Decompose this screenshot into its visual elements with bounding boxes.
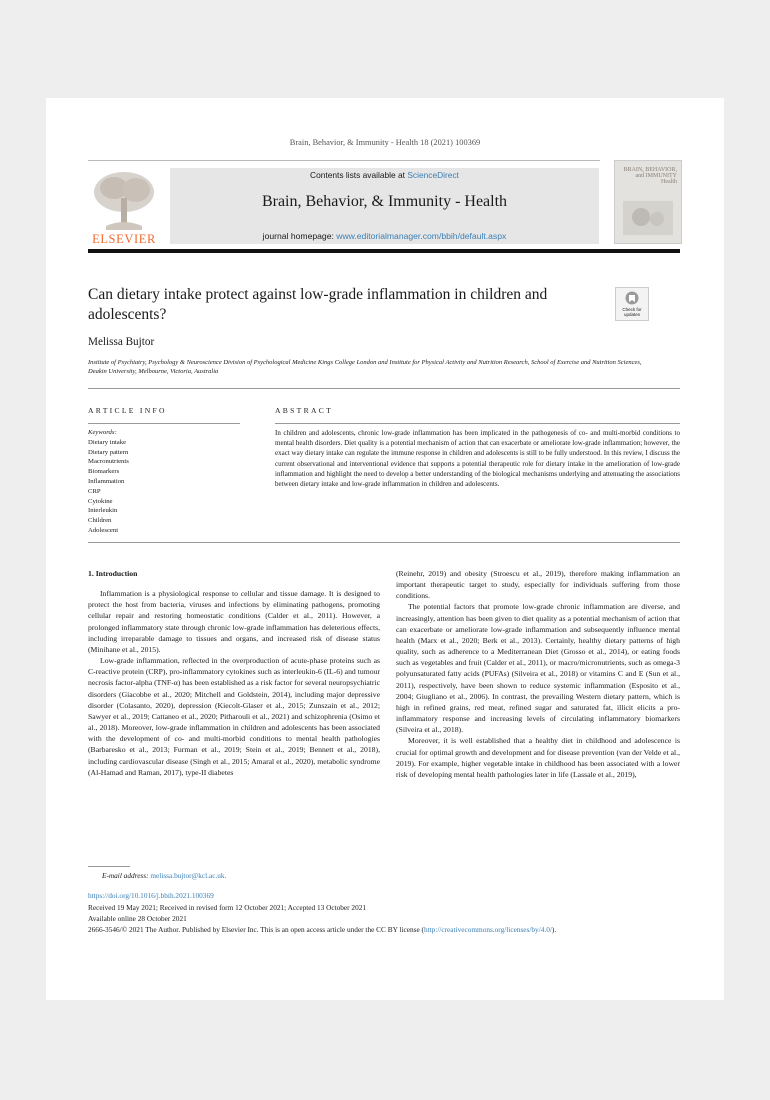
article-info-rule — [88, 423, 240, 424]
doi-link[interactable]: https://doi.org/10.1016/j.bbih.2021.100369 — [88, 891, 214, 900]
contents-line — [170, 170, 599, 180]
journal-cover-thumbnail — [614, 160, 682, 244]
license-suffix: ). — [551, 925, 557, 934]
abstract-bottom-rule — [88, 542, 680, 543]
keyword: Adolescent — [88, 526, 119, 534]
article-page — [46, 98, 724, 1000]
check-for-updates-badge[interactable] — [615, 287, 649, 321]
cover-title: BRAIN, BEHAVIOR, and IMMUNITY Health — [623, 167, 677, 185]
bookmark-icon — [625, 291, 639, 306]
received-dates: Received 19 May 2021; Received in revised form 12 October 2021; Accepted 13 October 2021 — [88, 903, 367, 912]
license-line — [88, 925, 728, 934]
license-link[interactable]: http://creativecommons.org/licenses/by/4.0/ — [423, 925, 552, 934]
keyword: Dietary pattern — [88, 448, 129, 456]
keyword: Children — [88, 517, 112, 525]
doi-line — [88, 891, 214, 900]
publisher-logo-text: ELSEVIER — [92, 232, 156, 246]
author-name: Melissa Bujtor — [88, 336, 155, 348]
article-info-heading: ARTICLE INFO — [88, 406, 167, 415]
journal-homepage — [170, 231, 599, 241]
email-footnote — [102, 871, 226, 880]
body-paragraph: The potential factors that promote low-grade chronic inflammation are diverse, and increasingly, attention has been given to diet quality as a potential mechanism of action that can exacerbate or ameliorate low-grade inflammation and subsequently influence mental health (Marx et al., 2020; Berk et al., 2013). Certainly, healthy dietary patterns of high quality, such as adherence to a Mediterranean Diet (Grosso et al., 2014), or eating foods such as vegetables and fruit (Calder et al., 2011), or macro/micronutrients, such as omega-3 polyunsaturated fatty acids (PUFAs) (Silveira et al., 2018) or vitamins C and E (Sun et al., 2011), respectively, have been shown to reduce systemic inflammation (Esposito et al., 2004; Giugliano et al., 2006). In contrast, the prevailing Western dietary pattern, which is high in refined grains, red meat, refined sugar and saturated fat, illicit elicits a pro-inflammatory response and increasing levels of circulating inflammatory biomarkers (Silveira et al., 2018). — [396, 602, 680, 735]
keywords-list — [88, 428, 238, 536]
email-label: E-mail address: — [102, 871, 149, 880]
body-column-left — [88, 568, 380, 778]
keyword: Interleukin — [88, 507, 118, 515]
author-email-link[interactable]: melissa.bujtor@kcl.ac.uk. — [150, 871, 227, 880]
keyword: Cytokine — [88, 497, 113, 505]
available-online: Available online 28 October 2021 — [88, 914, 187, 923]
keyword: Inflammation — [88, 477, 125, 485]
cover-illustration — [623, 201, 673, 235]
article-title: Can dietary intake protect against low-grade inflammation in children and adolescents? — [88, 286, 548, 323]
abstract-rule — [275, 423, 680, 424]
body-paragraph: (Reinehr, 2019) and obesity (Stroescu et al., 2019), therefore making inflammation an important therapeutic target to study, especially for individuals suffering from those conditions. — [396, 569, 680, 601]
contents-prefix: Contents lists available at — [310, 170, 408, 180]
header-thick-rule — [88, 249, 680, 253]
license-prefix: 2666-3546/© 2021 The Author. Published by Elsevier Inc. This is an open access article under the CC BY license ( — [88, 925, 424, 934]
keywords-label: Keywords: — [88, 429, 117, 436]
homepage-link[interactable]: www.editorialmanager.com/bbih/default.aspx — [336, 231, 507, 241]
introduction-heading: 1. Introduction — [88, 569, 138, 578]
running-head: Brain, Behavior, & Immunity - Health 18 (2021) 100369 — [289, 138, 481, 147]
keyword: Dietary intake — [88, 438, 127, 446]
sciencedirect-link[interactable]: ScienceDirect — [407, 170, 459, 180]
keyword: Macronutrients — [88, 458, 129, 466]
abstract-heading: ABSTRACT — [275, 406, 334, 415]
badge-label: Check for updates — [622, 307, 642, 317]
homepage-label: journal homepage: — [262, 231, 337, 241]
keyword: CRP — [88, 487, 101, 495]
journal-title: Brain, Behavior, & Immunity - Health — [261, 193, 508, 210]
body-paragraph: Moreover, it is well established that a healthy diet in childhood and adolescence is crucial for optimal growth and development and for disease prevention (van der Velde et al., 2019). For example, higher vegetable intake in childhood has been associated with a lower risk of developing mental health pathologies later in life (Lassale et al., 2019), — [396, 736, 680, 779]
header-top-rule — [88, 160, 600, 161]
body-column-right — [396, 568, 680, 780]
keyword: Biomarkers — [88, 468, 120, 476]
affiliation-rule — [88, 388, 680, 389]
body-paragraph: Low-grade inflammation, reflected in the overproduction of acute-phase proteins such as C-reactive protein (CRP), pro-inflammatory cytokines such as interleukin-6 (IL-6) and tumour necrosis factor-alpha (TNF-α) has been established as a risk factor for several neuropsychiatric disorders (Giacobbe et al., 2020; Mitchell and Goldstein, 2014), including major depressive disorder (Colasanto, 2020), depression (Kiecolt-Glaser et al., 2015; Zunszain et al., 2012; Sawyer et al., 2019; Cattaneo et al., 2020; Pitharouli et al., 2021) and schizophrenia (Osimo et al., 2018). Moreover, low-grade inflammation in children and adolescents has been associated with the development of co- and multi-morbid conditions to mental health pathologies (Barbaresko et al., 2013; Furman et al., 2019; Stein et al., 2019; Bennett et al., 2018), including cardiovascular disease (Singh et al., 2015; Amaral et al., 2020), metabolic syndrome (Al-Hamad and Raman, 2017), type-II diabetes — [88, 656, 380, 777]
body-paragraph: Inflammation is a physiological response to cellular and tissue damage. It is designed to protect the host from bacteria, viruses and infections by eliminating pathogens, promoting cellular repair and restoring homeostatic conditions (Calder et al., 2011). However, a prolonged inflammatory state through chronic low-grade inflammation has deleterious effects, including irreparable damage to tissues and organs, and increased risk of disease status (Minihane et al., 2015). — [88, 589, 380, 654]
footnote-rule — [88, 866, 130, 867]
author-affiliation: Institute of Psychiatry, Psychology & Neuroscience Division of Psychological Medicine Kings College London and Institute for Physical Activity and Nutrition Research, School of Exercise and Nutrition Sciences, Deakin University, Melbourne, Victoria, Australia — [88, 359, 642, 376]
abstract-text: In children and adolescents, chronic low-grade inflammation has been implicated in the pathogenesis of co- and multi-morbid conditions to mental health disorders. Diet quality is a potential mechanism of action that can exacerbate or ameliorate low-grade inflammation; however, the exact way dietary intake can regulate the immune response in children and adolescents is still to be fully understood. In this review, I discuss the current observational and interventional evidence that supports a potential therapeutic role for dietary intake in the amelioration of low-grade inflammation and highlight the need to develop a better understanding of the biological mechanisms underlying and attenuating the associations between dietary intake and low-grade inflammation in children and adolescents. — [275, 429, 680, 489]
